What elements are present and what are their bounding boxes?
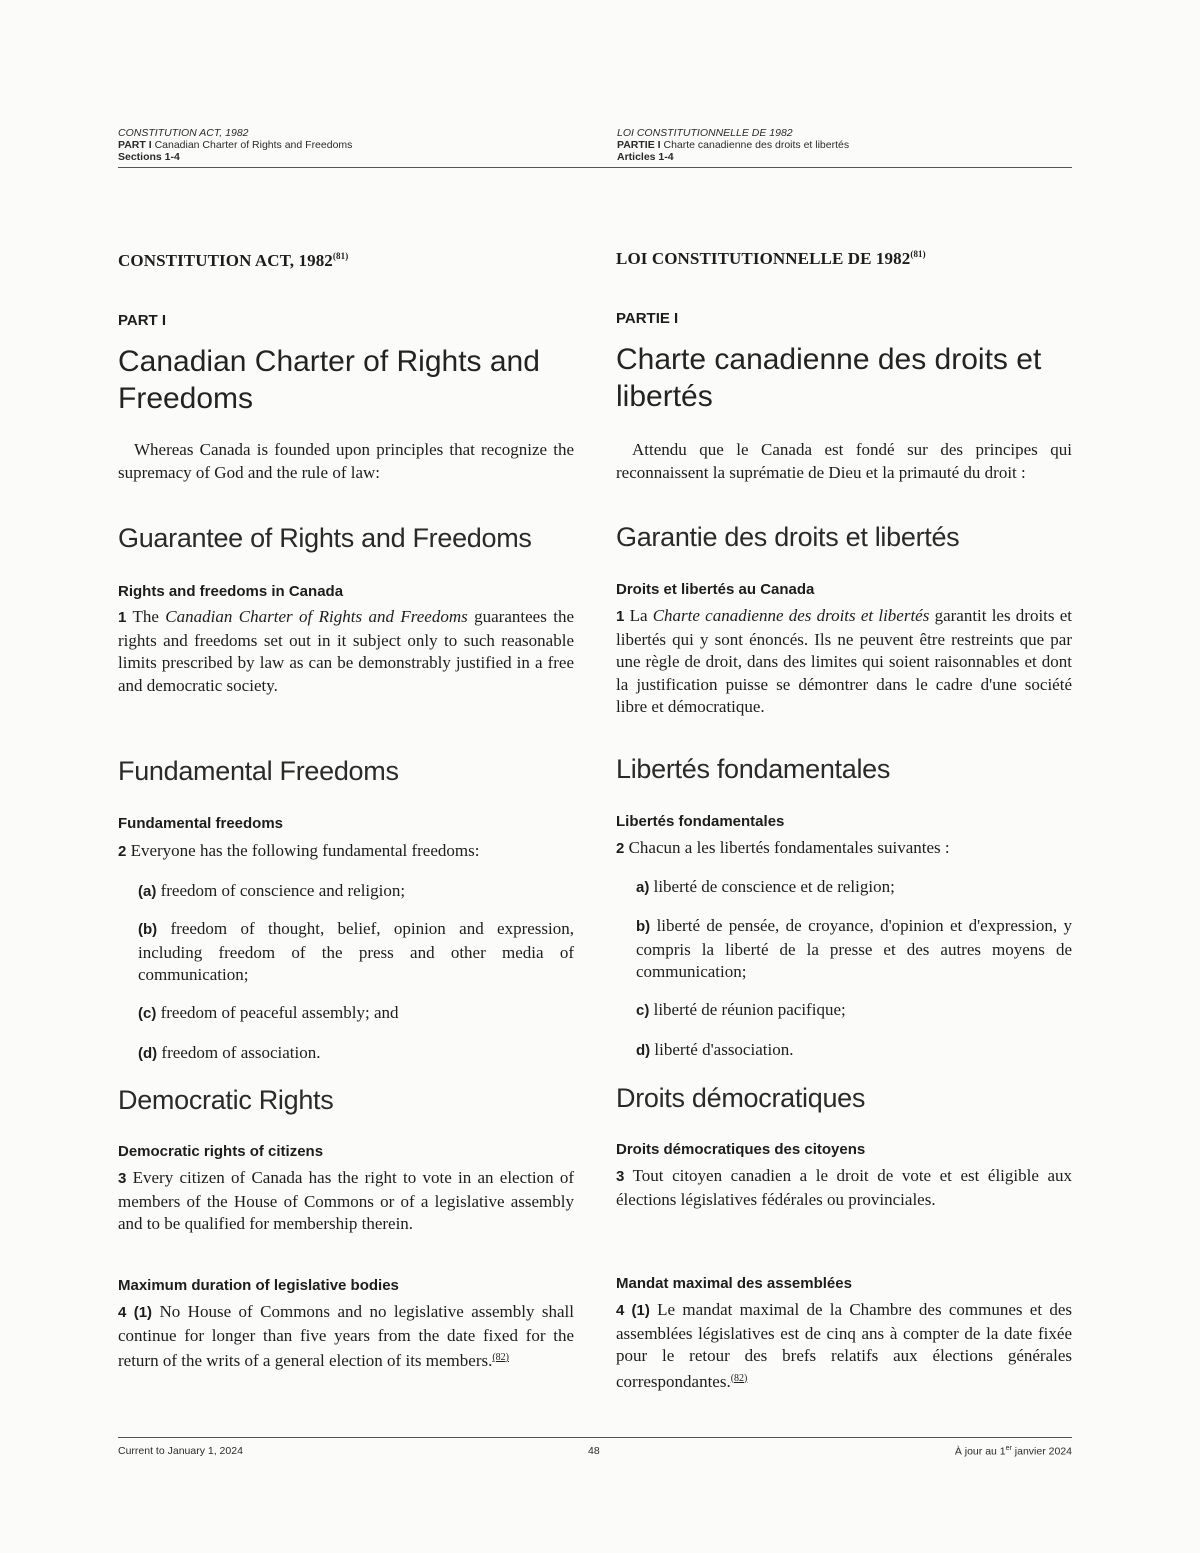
footer-rule bbox=[118, 1437, 1072, 1438]
running-header-act: CONSTITUTION ACT, 1982 bbox=[118, 127, 249, 139]
heading-guarantee: Garantie des droits et libertés bbox=[616, 522, 960, 552]
section-number: 3 bbox=[616, 1168, 625, 1185]
heading-fundamental: Libertés fondamentales bbox=[616, 754, 891, 784]
list-item: c) liberté de réunion pacifique; bbox=[636, 1000, 846, 1019]
section-number: 2 bbox=[616, 840, 625, 857]
section-number: 3 bbox=[118, 1170, 127, 1187]
section-1-text: 1 La Charte canadienne des droits et libertés garantit les droits et libertés qui y sont énoncés. Ils ne peuvent être restreints que par une règle de droit, dans des limites qui soient raisonnables et dont la justification puisse se démontrer dans le cadre d'une société libre et démocratique. bbox=[616, 606, 1072, 716]
act-title: LOI CONSTITUTIONNELLE DE 1982$^{(81)}$ bbox=[616, 249, 926, 268]
running-header-fr bbox=[617, 127, 849, 163]
list-item: (c) freedom of peaceful assembly; and bbox=[138, 1003, 399, 1022]
running-header-sections: Articles 1-4 bbox=[617, 151, 674, 163]
footnote-ref[interactable]: (82) bbox=[730, 1372, 748, 1384]
running-header-sections: Sections 1-4 bbox=[118, 151, 180, 163]
heading-fundamental: Fundamental Freedoms bbox=[118, 756, 399, 786]
section-2-heading: Libertés fondamentales bbox=[616, 813, 785, 830]
section-number: 1 bbox=[616, 608, 625, 625]
charter-title: Canadian Charter of Rights and Freedoms bbox=[118, 345, 540, 415]
list-item: (a) freedom of conscience and religion; bbox=[138, 881, 406, 900]
section-1-heading: Rights and freedoms in Canada bbox=[118, 583, 344, 600]
section-4-text: 4 (1) Le mandat maximal de la Chambre des communes et des assemblées législatives est de cinq ans à compter de la date fixée pour le retour des brefs relatifs aux élections générales correspondantes.$^{(82)}$ bbox=[616, 1300, 1072, 1391]
section-3-text: 3 Every citizen of Canada has the right to vote in an election of members of the House of Commons or of a legislative assembly and to be qualified for membership therein. bbox=[118, 1168, 575, 1233]
section-1-text: 1 The Canadian Charter of Rights and Freedoms guarantees the rights and freedoms set out in it subject only to such reasonable limits prescribed by law as can be demonstrably justified in a free and democratic society. bbox=[118, 607, 574, 695]
list-item: d) liberté d'association. bbox=[636, 1040, 794, 1059]
section-2-text: 2 Everyone has the following fundamental freedoms: bbox=[118, 841, 480, 860]
running-header-en bbox=[118, 127, 352, 163]
part-label: PARTIE I bbox=[616, 310, 679, 327]
footer-currency-en: Current to January 1, 2024 bbox=[118, 1445, 243, 1457]
list-item: b) liberté de pensée, de croyance, d'opinion et d'expression, y compris la liberté de la presse et des autres moyens de communication; bbox=[636, 916, 1073, 981]
part-label: PART I bbox=[118, 312, 167, 329]
footnote-ref[interactable]: (81) bbox=[910, 249, 926, 259]
heading-democratic: Droits démocratiques bbox=[616, 1083, 866, 1113]
charter-name: Canadian Charter of Rights and Freedoms bbox=[165, 607, 468, 626]
running-header-part-title: Canadian Charter of Rights and Freedoms bbox=[154, 139, 353, 151]
section-4-text: 4 (1) No House of Commons and no legislative assembly shall continue for longer than five years from the date fixed for the return of the writs of a general election of its members.$^{(82)}$ bbox=[118, 1302, 574, 1370]
section-4-heading: Maximum duration of legislative bodies bbox=[118, 1277, 399, 1294]
running-header-act: LOI CONSTITUTIONNELLE DE 1982 bbox=[617, 127, 793, 139]
running-header-part: PART I bbox=[118, 139, 152, 151]
section-2-text: 2 Chacun a les libertés fondamentales suivantes : bbox=[616, 838, 950, 857]
running-header-part: PARTIE I bbox=[617, 139, 661, 151]
footer-currency-fr: À jour au 1er janvier 2024 bbox=[954, 1445, 1072, 1458]
section-2-heading: Fundamental freedoms bbox=[118, 815, 284, 832]
section-number: 2 bbox=[118, 843, 127, 860]
section-number: 4 (1) bbox=[616, 1302, 650, 1319]
list-item: a) liberté de conscience et de religion; bbox=[636, 877, 895, 896]
preamble: Attendu que le Canada est fondé sur des principes qui reconnaissent la suprématie de Dieu et la primauté du droit : bbox=[616, 440, 1072, 482]
list-item: (d) freedom of association. bbox=[138, 1043, 321, 1062]
running-header-part-title: Charte canadienne des droits et libertés bbox=[663, 139, 850, 151]
act-title: CONSTITUTION ACT, 1982$^{(81)}$ bbox=[118, 251, 349, 270]
list-item: (b) freedom of thought, belief, opinion and expression, including freedom of the press and other media of communication; bbox=[138, 919, 575, 984]
section-number: 4 (1) bbox=[118, 1304, 153, 1321]
section-1-heading: Droits et libertés au Canada bbox=[616, 581, 815, 598]
footnote-ref[interactable]: (81) bbox=[332, 251, 349, 261]
page-number: 48 bbox=[588, 1445, 600, 1457]
section-4-heading: Mandat maximal des assemblées bbox=[616, 1275, 852, 1292]
charter-name: Charte canadienne des droits et libertés bbox=[652, 606, 930, 625]
section-number: 1 bbox=[118, 609, 127, 626]
preamble: Whereas Canada is founded upon principles that recognize the supremacy of God and the rule of law: bbox=[118, 440, 574, 482]
section-3-heading: Droits démocratiques des citoyens bbox=[616, 1141, 866, 1158]
footnote-ref[interactable]: (82) bbox=[492, 1352, 510, 1363]
heading-guarantee: Guarantee of Rights and Freedoms bbox=[118, 523, 532, 553]
section-3-text: 3 Tout citoyen canadien a le droit de vote et est éligible aux élections législatives fédérales ou provinciales. bbox=[616, 1166, 1072, 1209]
heading-democratic: Democratic Rights bbox=[118, 1085, 334, 1115]
section-3-heading: Democratic rights of citizens bbox=[118, 1143, 324, 1160]
header-rule bbox=[118, 167, 1072, 168]
charter-title: Charte canadienne des droits et libertés bbox=[616, 343, 1042, 413]
